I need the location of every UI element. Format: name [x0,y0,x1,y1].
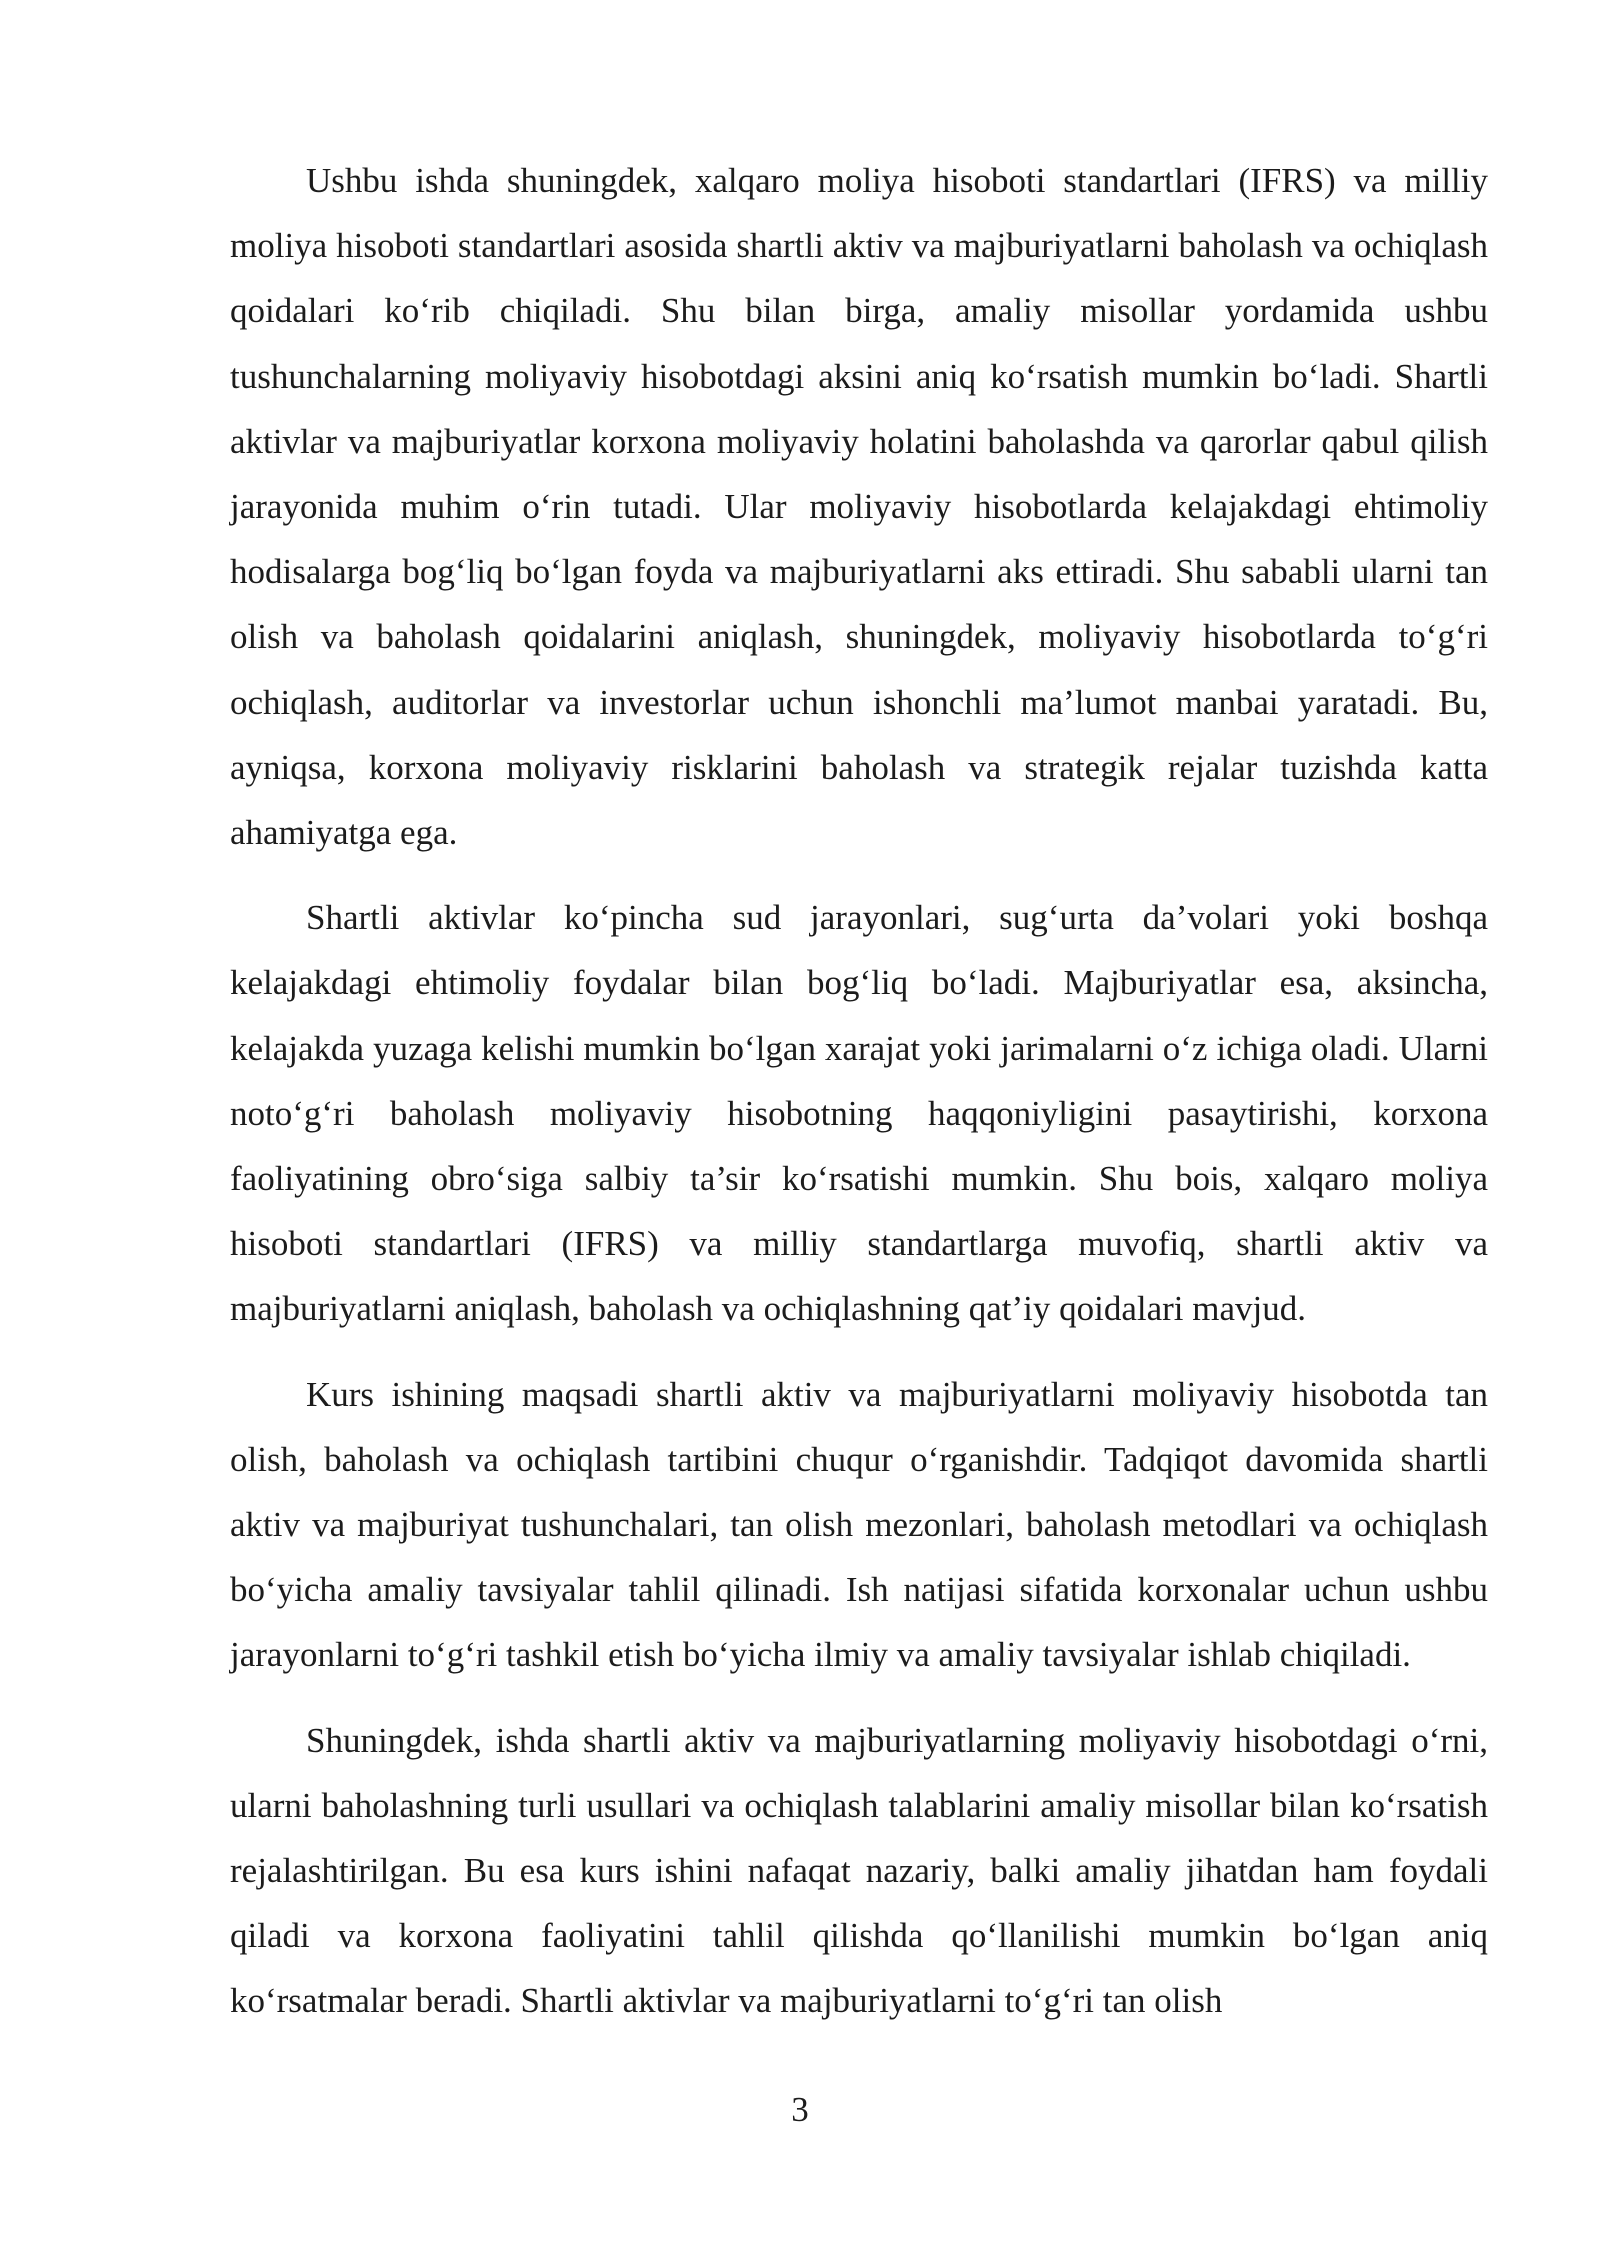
paragraph-3: Kurs ishining maqsadi shartli aktiv va majburiyatlarni moliyaviy hisobotda tan olish, baholash va ochiqlash tartibini chuqur o‘rganishdir. Tadqiqot davomida shartli aktiv va majburiyat tushunchalari, tan olish mezonlari, baholash metodlari va ochiqlash bo‘yicha amaliy tavsiyalar tahlil qilinadi. Ish natijasi sifatida korxonalar uchun ushbu jarayonlarni to‘g‘ri tashkil etish bo‘yicha ilmiy va amaliy tavsiyalar ishlab chiqiladi. [230,1374,1488,1675]
paragraph-4: Shuningdek, ishda shartli aktiv va majburiyatlarning moliyaviy hisobotdagi o‘rni, ularni baholashning turli usullari va ochiqlash talablarini amaliy misollar bilan ko‘rsatish rejalashtirilgan. Bu esa kurs ishini nafaqat nazariy, balki amaliy jihatdan ham foydali qiladi va korxona faoliyatini tahlil qilishda qo‘llanilishi mumkin bo‘lgan aniq ko‘rsatmalar beradi. Shartli aktivlar va majburiyatlarni to‘g‘ri tan olish [230,1720,1488,2021]
page-number: 3 [791,2090,809,2129]
paragraph-2: Shartli aktivlar ko‘pincha sud jarayonlari, sug‘urta da’volari yoki boshqa kelajakdagi ehtimoliy foydalar bilan bog‘liq bo‘ladi. Majburiyatlar esa, aksincha, kelajakda yuzaga kelishi mumkin bo‘lgan xarajat yoki jarimalarni o‘z ichiga oladi. Ularni noto‘g‘ri baholash moliyaviy hisobotning haqqoniyligini pasaytirishi, korxona faoliyatining obro‘siga salbiy ta’sir ko‘rsatishi mumkin. Shu bois, xalqaro moliya hisoboti standartlari (IFRS) va milliy standartlarga muvofiq, shartli aktiv va majburiyatlarni aniqlash, baholash va ochiqlashning qat’iy qoidalari mavjud. [230,898,1488,1329]
paragraph-1: Ushbu ishda shuningdek, xalqaro moliya hisoboti standartlari (IFRS) va milliy moliya hisoboti standartlari asosida shartli aktiv va majburiyatlarni baholash va ochiqlash qoidalari ko‘rib chiqiladi. Shu bilan birga, amaliy misollar yordamida ushbu tushunchalarning moliyaviy hisobotdagi aksini aniq ko‘rsatish mumkin bo‘ladi. Shartli aktivlar va majburiyatlar korxona moliyaviy holatini baholashda va qarorlar qabul qilish jarayonida muhim o‘rin tutadi. Ular moliyaviy hisobotlarda kelajakdagi ehtimoliy hodisalarga bog‘liq bo‘lgan foyda va majburiyatlarni aks ettiradi. Shu sababli ularni tan olish va baholash qoidalarini aniqlash, shuningdek, moliyaviy hisobotlarda to‘g‘ri ochiqlash, auditorlar va investorlar uchun ishonchli ma’lumot manbai yaratadi. Bu, ayniqsa, korxona moliyaviy risklarini baholash va strategik rejalar tuzishda katta ahamiyatga ega. [230,161,1488,853]
body-text [230,148,1488,2054]
